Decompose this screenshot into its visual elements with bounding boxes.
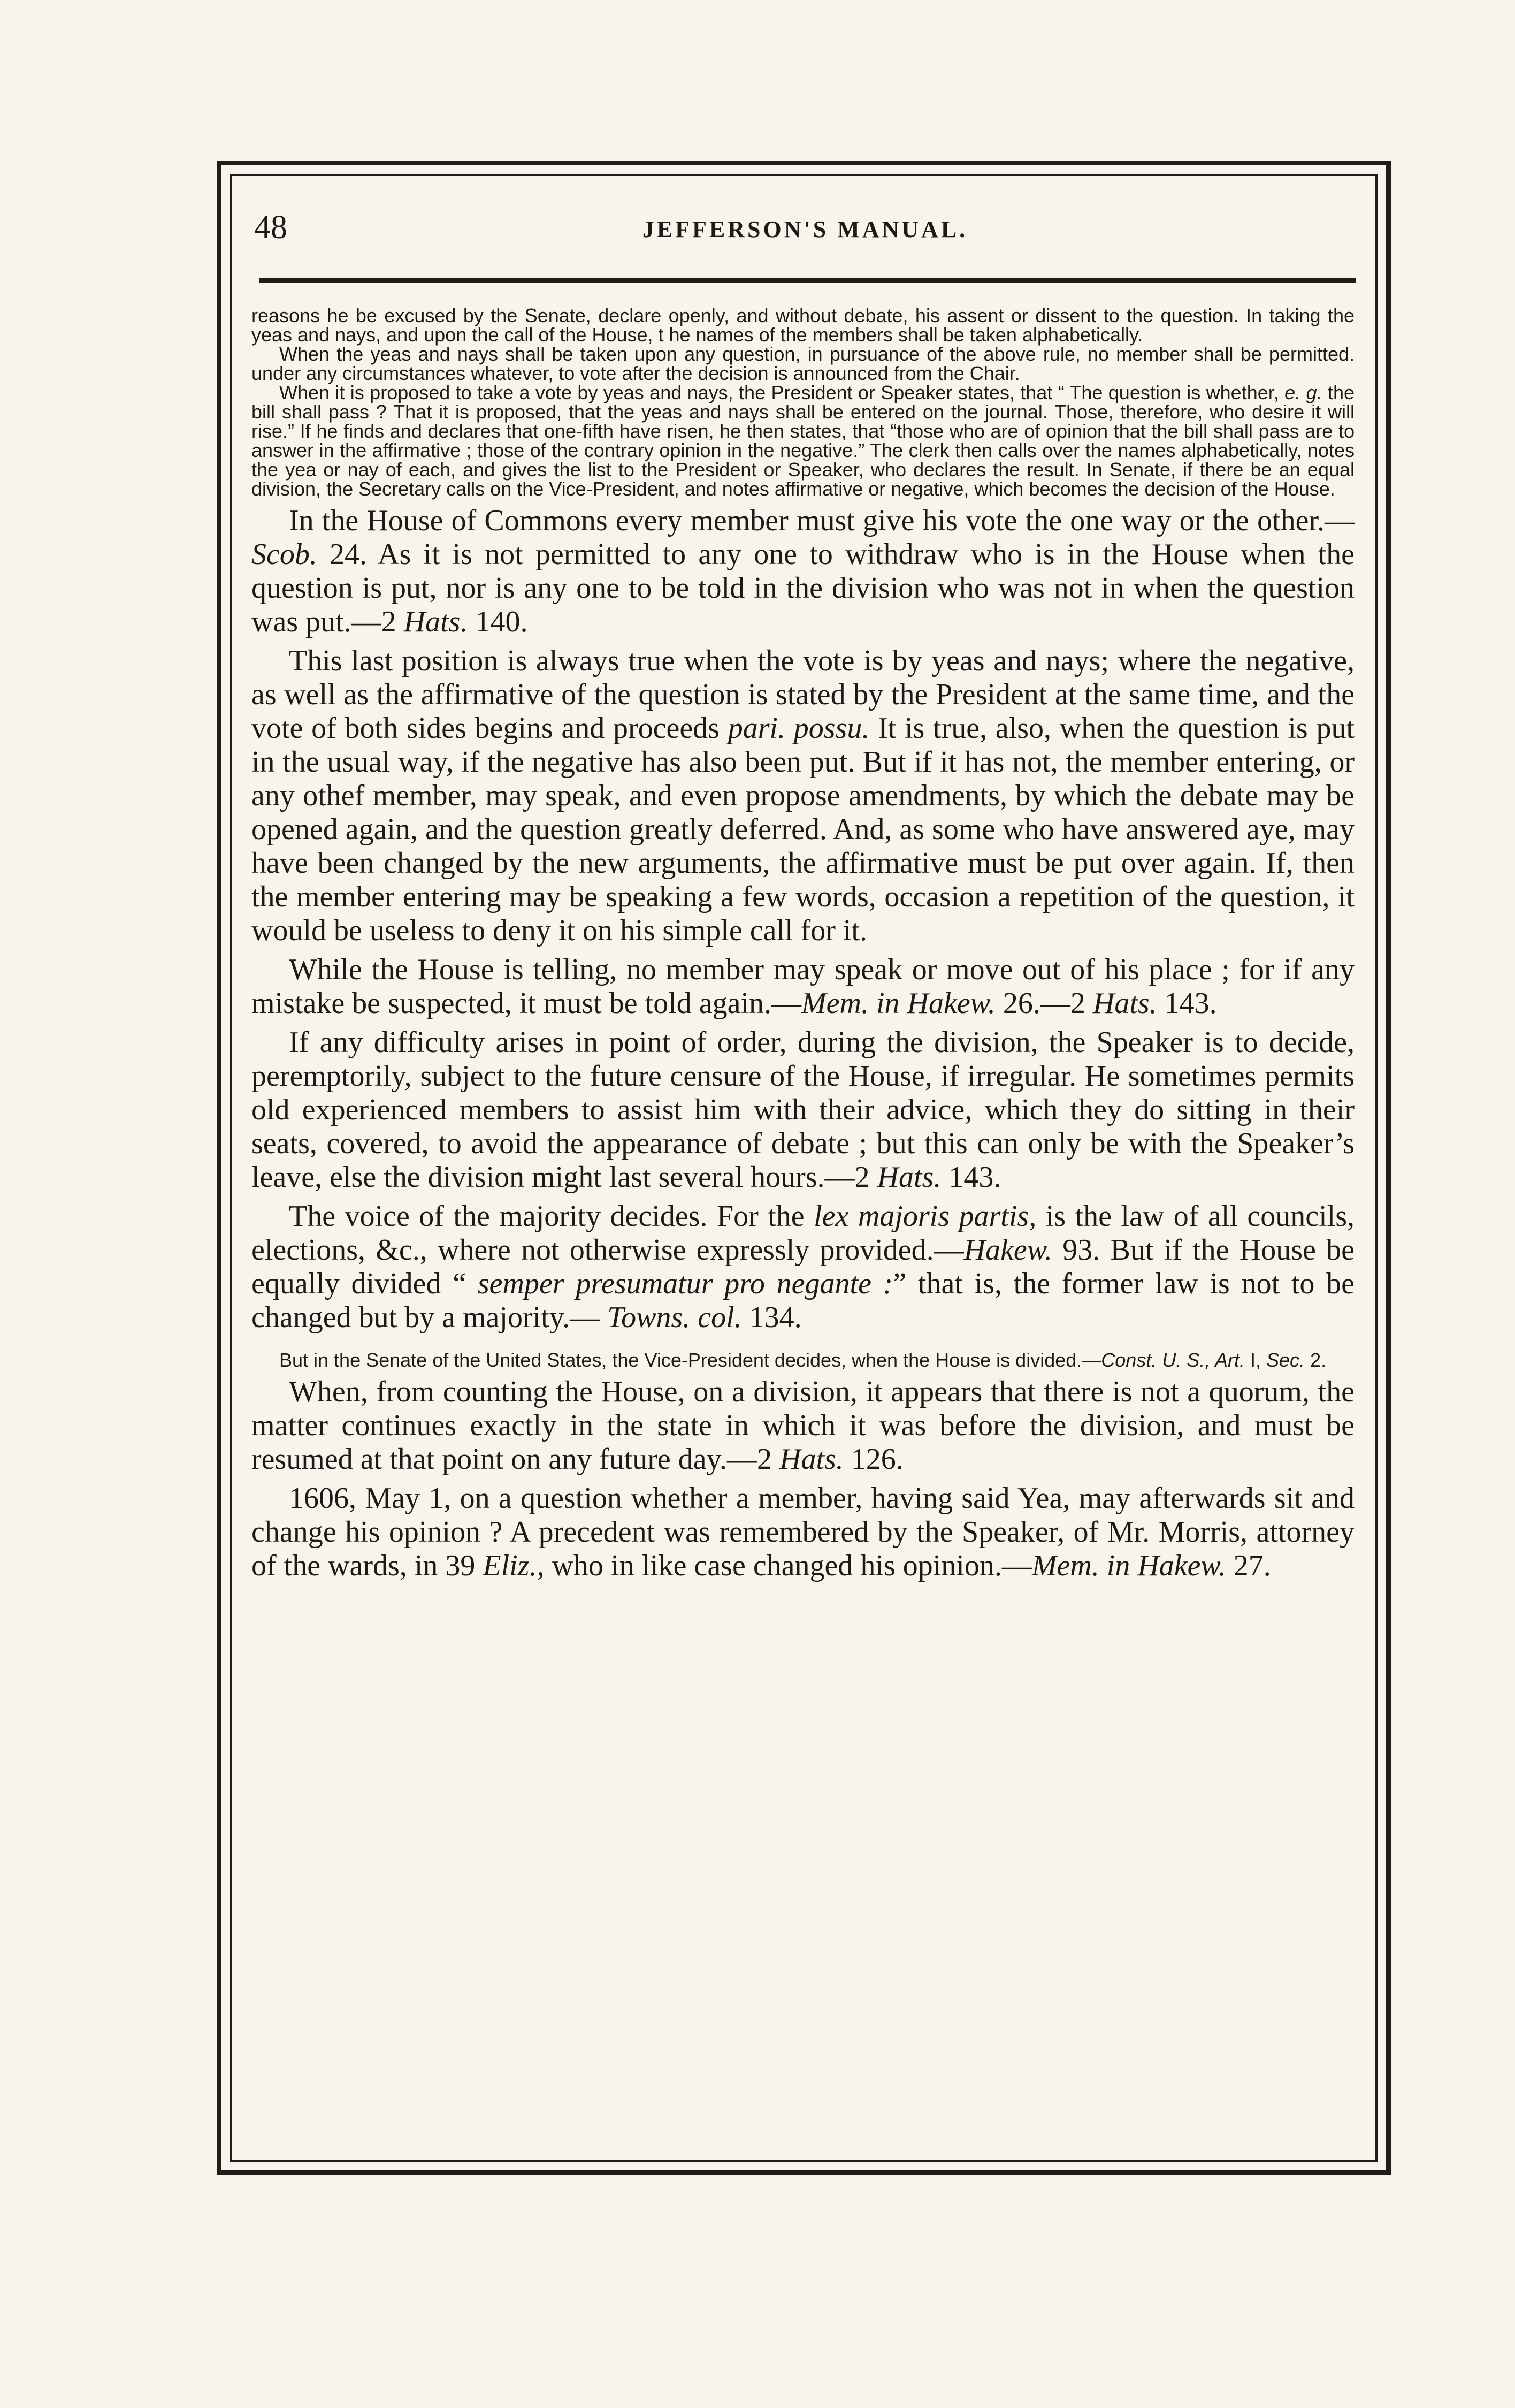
citation-text: Scob. bbox=[251, 538, 317, 571]
body-text: In the House of Commons every member must give his vote the one way or the other.— bbox=[289, 504, 1355, 537]
page-body bbox=[251, 306, 1355, 1583]
citation-text: Sec. bbox=[1266, 1349, 1305, 1371]
citation-text: Hats. bbox=[1092, 987, 1157, 1020]
body-text: 27. bbox=[1226, 1549, 1271, 1582]
body-text: This last position is always true when the vote is by yeas and nays; where the negative, as well as the affirmative of the question is stated by the President at the same time, and the vote of both sides begins and proceeds bbox=[251, 644, 1355, 745]
body-text: is the law of all councils, elections, &c., where not otherwise expressly provided.— bbox=[251, 1200, 1355, 1267]
citation-text: Towns. col. bbox=[607, 1301, 742, 1334]
citation-text: Mem. in Hakew. bbox=[801, 987, 996, 1020]
body-text: the bill shall pass ? That it is proposed, that the yeas and nays shall be entered on the journal. Those, therefore, who desire it will rise.” If he finds and declares that one-fifth have risen, he then states, that “those who are of opinion that the bill shall pass are to answer in the affirmative ; those of the contrary opinion in the negative.” The clerk then calls over the names alphabetically, notes the yea or nay of each, and gives the list to the President or Speaker, who declares the result. In Senate, if there be an equal division, the Secretary calls on the Vice-President, and notes affirmative or negative, which becomes the decision of the House. bbox=[251, 382, 1355, 500]
citation-text: Const. U. S., Art. bbox=[1101, 1349, 1245, 1371]
page-header bbox=[251, 206, 1359, 260]
body-text: The voice of the majority decides. For the bbox=[289, 1200, 814, 1233]
body-text: It is true, also, when the question is put in the usual way, if the negative has also been put. But if it has not, the member entering, or any othef member, may speak, and even propose amendments, by which the debate may be opened again, and the question greatly deferred. And, as some who have answered aye, may have been changed by the new arguments, the affirmative must be put over again. If, then the member entering may be speaking a few words, occasion a repetition of the question, it would be useless to deny it on his simple call for it. bbox=[251, 712, 1355, 947]
body-text: While the House is telling, no member may speak or move out of his place ; for if any mistake be suspected, it must be told again.— bbox=[251, 953, 1355, 1020]
paragraph bbox=[251, 1375, 1355, 1476]
citation-text: Hats. bbox=[877, 1161, 942, 1194]
paragraph bbox=[251, 953, 1355, 1020]
paragraph bbox=[251, 1351, 1355, 1370]
body-text: reasons he be excused by the Senate, declare openly, and without debate, his assent or dissent to the question. In taking the yeas and nays, and upon the call of the House, t he names of the members shall be taken alphabetically. bbox=[251, 304, 1355, 346]
body-text: But in the Senate of the United States, the Vice-President decides, when the House is divided.— bbox=[279, 1349, 1101, 1371]
body-text: 143. bbox=[1157, 987, 1217, 1020]
body-text: When it is proposed to take a vote by yeas and nays, the President or Speaker states, that “ The question is whether, bbox=[279, 382, 1285, 403]
header-rule bbox=[259, 278, 1356, 283]
running-head: JEFFERSON'S MANUAL. bbox=[642, 216, 968, 242]
citation-text: Eliz., bbox=[483, 1549, 545, 1582]
page-number: 48 bbox=[254, 209, 287, 246]
citation-text: lex majoris partis, bbox=[814, 1200, 1037, 1233]
body-text: When the yeas and nays shall be taken upon any question, in pursuance of the above rule, no member shall be permitted. under any circumstances whatever, to vote after the decision is announced from the Chair. bbox=[251, 343, 1355, 384]
body-text: 93. But if the House be equally divided “ bbox=[251, 1233, 1355, 1300]
paragraph bbox=[251, 306, 1355, 345]
body-text: When, from counting the House, on a division, it appears that there is not a quorum, the matter continues exactly in the state in which it was before the division, and must be resumed at that point on any future day.—2 bbox=[251, 1375, 1355, 1476]
body-text: 24. As it is not permitted to any one to withdraw who is in the House when the question is put, nor is any one to be told in the division who was not in when the question was put.—2 bbox=[251, 538, 1355, 638]
body-text: 134. bbox=[741, 1301, 802, 1334]
body-text: 1606, May 1, on a question whether a member, having said Yea, may afterwards sit and change his opinion ? A precedent was remembered by the Speaker, of Mr. Morris, attorney of the wards, in 39 bbox=[251, 1482, 1355, 1582]
citation-text: Hats. bbox=[403, 605, 468, 638]
paragraph bbox=[251, 644, 1355, 948]
body-text: If any difficulty arises in point of order, during the division, the Speaker is to decide, peremptorily, subject to the future censure of the House, if irregular. He sometimes permits old experienced members to assist him with their advice, which they do sitting in their seats, covered, to avoid the appearance of debate ; but this can only be with the Speaker’s leave, else the division might last several hours.—2 bbox=[251, 1026, 1355, 1194]
body-text: 140. bbox=[468, 605, 528, 638]
paragraph bbox=[251, 1200, 1355, 1335]
body-text: 2. bbox=[1305, 1349, 1327, 1371]
body-text: 126. bbox=[843, 1443, 904, 1476]
citation-text: Mem. in Hakew. bbox=[1031, 1549, 1226, 1582]
body-text: who in like case changed his opinion.— bbox=[544, 1549, 1032, 1582]
citation-text: pari. possu. bbox=[728, 712, 870, 745]
body-text: I, bbox=[1245, 1349, 1267, 1371]
citation-text: Hakew. bbox=[963, 1233, 1052, 1267]
paragraph bbox=[251, 1482, 1355, 1583]
body-text: 26.—2 bbox=[995, 987, 1093, 1020]
body-text: ” that is, the former law is not to be changed but by a majority.— bbox=[251, 1267, 1355, 1334]
paragraph bbox=[251, 504, 1355, 639]
citation-text: Hats. bbox=[779, 1443, 844, 1476]
citation-text: e. g. bbox=[1284, 382, 1322, 403]
paragraph bbox=[251, 1026, 1355, 1194]
body-text: 143. bbox=[941, 1161, 1001, 1194]
paragraph bbox=[251, 345, 1355, 383]
citation-text: semper presumatur pro negante : bbox=[477, 1267, 893, 1300]
paragraph bbox=[251, 383, 1355, 499]
